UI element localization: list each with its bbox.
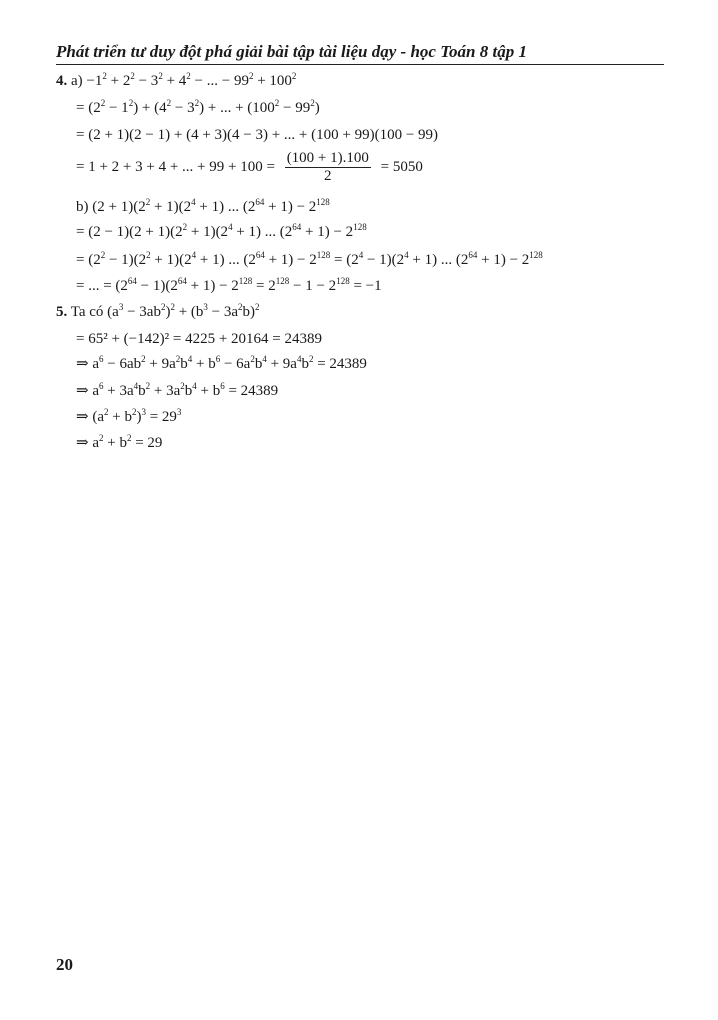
page-number: 20 [56, 955, 73, 974]
p5-line-4: ⇒ $a^6 + 3a^4b^2 + 3a^2b^4 + b^6 = 24389$ [76, 381, 279, 399]
p5-line-5: ⇒ $(a^2 + b^2)^3 = 29^3$ [76, 407, 182, 425]
p5-final: 29 [147, 435, 163, 451]
p5-number: 5. [56, 304, 68, 320]
p4-b-label: b) [76, 199, 89, 215]
p4-line-a3: = (2 + 1)(2 − 1) + (4 + 3)(4 − 3) + ... + (100 + 99)(100 − 99) [76, 127, 439, 143]
p5-result-1: 24389 [329, 356, 367, 372]
p4-a4-left: = 1 + 2 + 3 + 4 + ... + 99 + 100 = [76, 158, 275, 175]
p4-line-b4: = ... = $(2^{64} - 1)(2^{64} + 1) - 2^{128} = 2^{128} - 1 - 2^{128} = -1$ [76, 276, 382, 294]
p4-line-a1: 4. $a) -1^2 + 2^2 - 3^2 + 4^2$ − ... − $99^2 + 100^2$ [56, 71, 297, 89]
p5-line-2: = 65² + (−142)² = 4225 + 20164 = 24389 [76, 331, 322, 347]
p4-line-b2: = $(2 - 1)(2 + 1)(2^2 + 1)(2^4 + 1)$ ... $(2^{64} + 1) - 2^{128}$ [76, 222, 367, 240]
p4-line-a2: = $(2^2 - 1^2) + (4^2 - 3^2)$ + ... + $(100^2 - 99^2)$ [76, 98, 320, 116]
fraction-numerator: (100 + 1).100 [286, 150, 369, 166]
p4-line-b1: b) $(2 + 1)(2^2 + 1)(2^4 + 1)$ ... $(2^{64} + 1) - 2^{128}$ [76, 197, 330, 215]
p5-intro: Ta có [70, 304, 104, 320]
p4-a-label: a) [71, 73, 83, 89]
p4-a4-right: = 5050 [380, 158, 423, 175]
p5-line-6: ⇒ $a^2 + b^2 = 29$ [76, 433, 163, 451]
fraction [285, 150, 371, 185]
p4-line-b3: = $(2^2 - 1)(2^2 + 1)(2^4 + 1)$ ... $(2^{64} + 1) - 2^{128} = (2^4 - 1)(2^4 + 1)$ ... $(2^{64} + 1) - 2^{128}$ [76, 250, 543, 268]
fraction-denominator: 2 [324, 168, 332, 184]
p4-number: 4. [56, 73, 68, 89]
page-header: Phát triển tư duy đột phá giải bài tập tài liệu dạy - học Toán 8 tập 1 [56, 42, 664, 65]
p4-line-a4 [76, 150, 423, 185]
p5-line-1: 5. Ta có $(a^3 - 3ab^2)^2 + (b^3 - 3a^2b)^2$ [56, 302, 260, 320]
p5-line-3: ⇒ $a^6 - 6ab^2 + 9a^2b^4 + b^6 - 6a^2b^4 + 9a^4b^2 = 24389$ [76, 354, 367, 372]
p5-result-2: 24389 [240, 383, 279, 399]
